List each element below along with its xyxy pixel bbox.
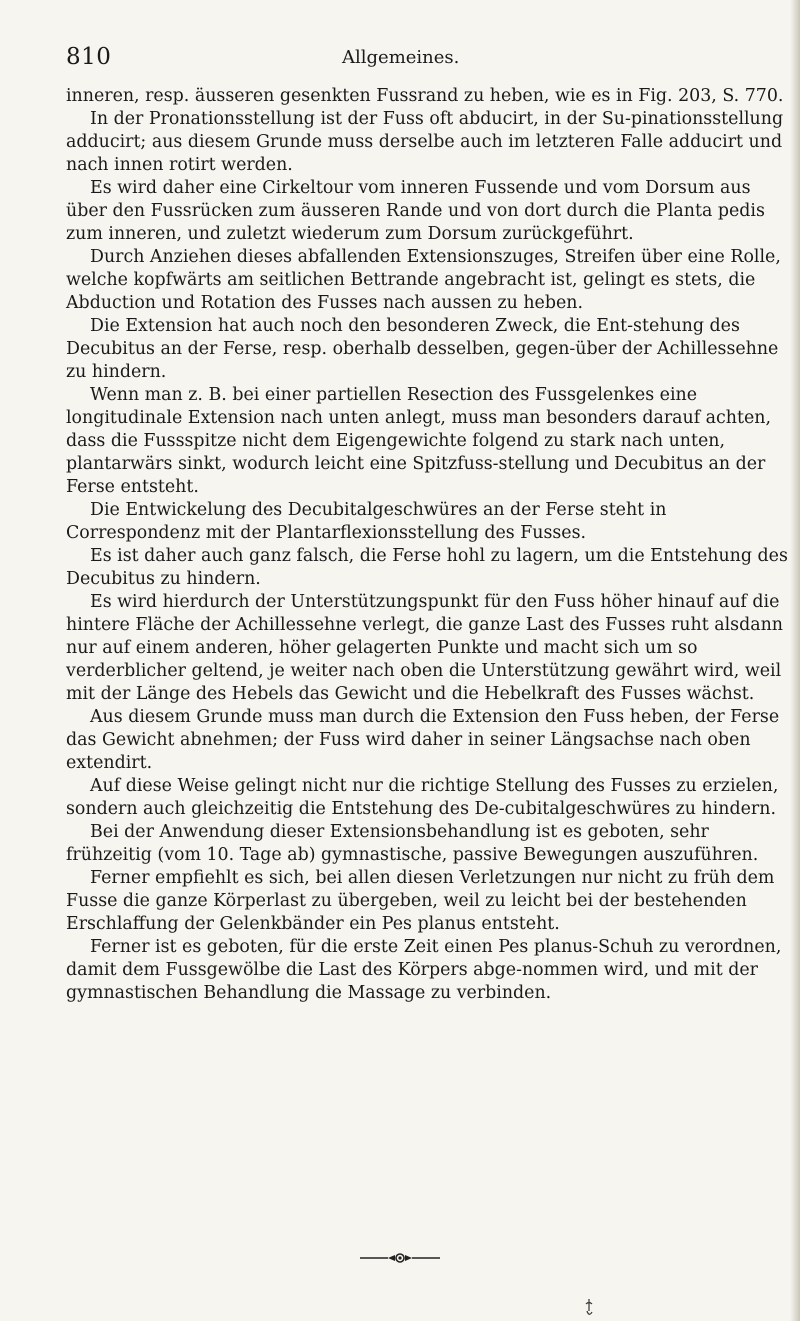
page-number: 810 [66, 44, 112, 70]
paragraph-7: Die Entwickelung des Decubitalgeschwüres an der Ferse steht in Correspondenz mit der Plantarflexionsstellung des Fusses. [66, 500, 667, 543]
paragraph-8: Es ist daher auch ganz falsch, die Ferse hohl zu lagern, um die Entstehung des Decubitus zu hindern. [66, 546, 788, 589]
paragraph-5: Die Extension hat auch noch den besonderen Zweck, die Ent-stehung des Decubitus an der Ferse, resp. oberhalb desselben, gegen-über der Achillessehne zu hindern. [66, 316, 779, 382]
paragraph-11: Auf diese Weise gelingt nicht nur die richtige Stellung des Fusses zu erzielen, sondern auch gleichzeitig die Entstehung des De-cubitalgeschwüres zu hindern. [66, 776, 779, 819]
paragraph-14: Ferner ist es geboten, für die erste Zeit einen Pes planus-Schuh zu verordnen, damit dem Fussgewölbe die Last des Körpers abge-nommen wird, und mit der gymnastischen Behandlung die Massage zu verbinden. [66, 937, 782, 1003]
corner-mark-icon [584, 1298, 594, 1318]
paragraph-13: Ferner empfiehlt es sich, bei allen diesen Verletzungen nur nicht zu früh dem Fusse die ganze Körperlast zu übergeben, weil zu leicht bei der bestehenden Erschlaffung der Gelenkbänder ein Pes planus entsteht. [66, 868, 775, 934]
body-text [66, 85, 793, 1005]
paragraph-6: Wenn man z. B. bei einer partiellen Resection des Fussgelenkes eine longitudinale Extension nach unten anlegt, muss man besonders darauf achten, dass die Fussspitze nicht dem Eigengewichte folgend zu stark nach unten, plantarwärs sinkt, wodurch leicht eine Spitzfuss-stellung und Decubitus an der Ferse entsteht. [66, 385, 772, 497]
paragraph-1: inneren, resp. äusseren gesenkten Fussrand zu heben, wie es in Fig. 203, S. 770. [66, 86, 784, 106]
paragraph-3: Es wird daher eine Cirkeltour vom inneren Fussende und vom Dorsum aus über den Fussrücken zum äusseren Rande und von dort durch die Planta pedis zum inneren, und zuletzt wiederum zum Dorsum zurückgeführt. [66, 178, 765, 244]
paragraph-12: Bei der Anwendung dieser Extensionsbehandlung ist es geboten, sehr frühzeitig (vom 10. Tage ab) gymnastische, passive Bewegungen auszuführen. [66, 822, 759, 865]
paragraph-9: Es wird hierdurch der Unterstützungspunkt für den Fuss höher hinauf auf die hintere Fläche der Achillessehne verlegt, die ganze Last des Fusses ruht alsdann nur auf einem anderen, höher gelagerten Punkte und macht sich um so verderblicher geltend, je weiter nach oben die Unterstützung gewährt wird, weil mit der Länge des Hebels das Gewicht und die Hebelkraft des Fusses wächst. [66, 592, 783, 704]
end-ornament-icon [358, 1252, 442, 1264]
paragraph-10: Aus diesem Grunde muss man durch die Extension den Fuss heben, der Ferse das Gewicht abnehmen; der Fuss wird daher in seiner Längsachse nach oben extendirt. [66, 707, 780, 773]
page-header [66, 44, 766, 78]
running-head: Allgemeines. [342, 47, 460, 68]
paragraph-2: In der Pronationsstellung ist der Fuss oft abducirt, in der Su-pinationsstellung adducirt; aus diesem Grunde muss derselbe auch im letzteren Falle adducirt und nach innen rotirt werden. [66, 109, 784, 175]
paragraph-4: Durch Anziehen dieses abfallenden Extensionszuges, Streifen über eine Rolle, welche kopfwärts am seitlichen Bettrande angebracht ist, gelingt es stets, die Abduction und Rotation des Fusses nach aussen zu heben. [66, 247, 781, 313]
